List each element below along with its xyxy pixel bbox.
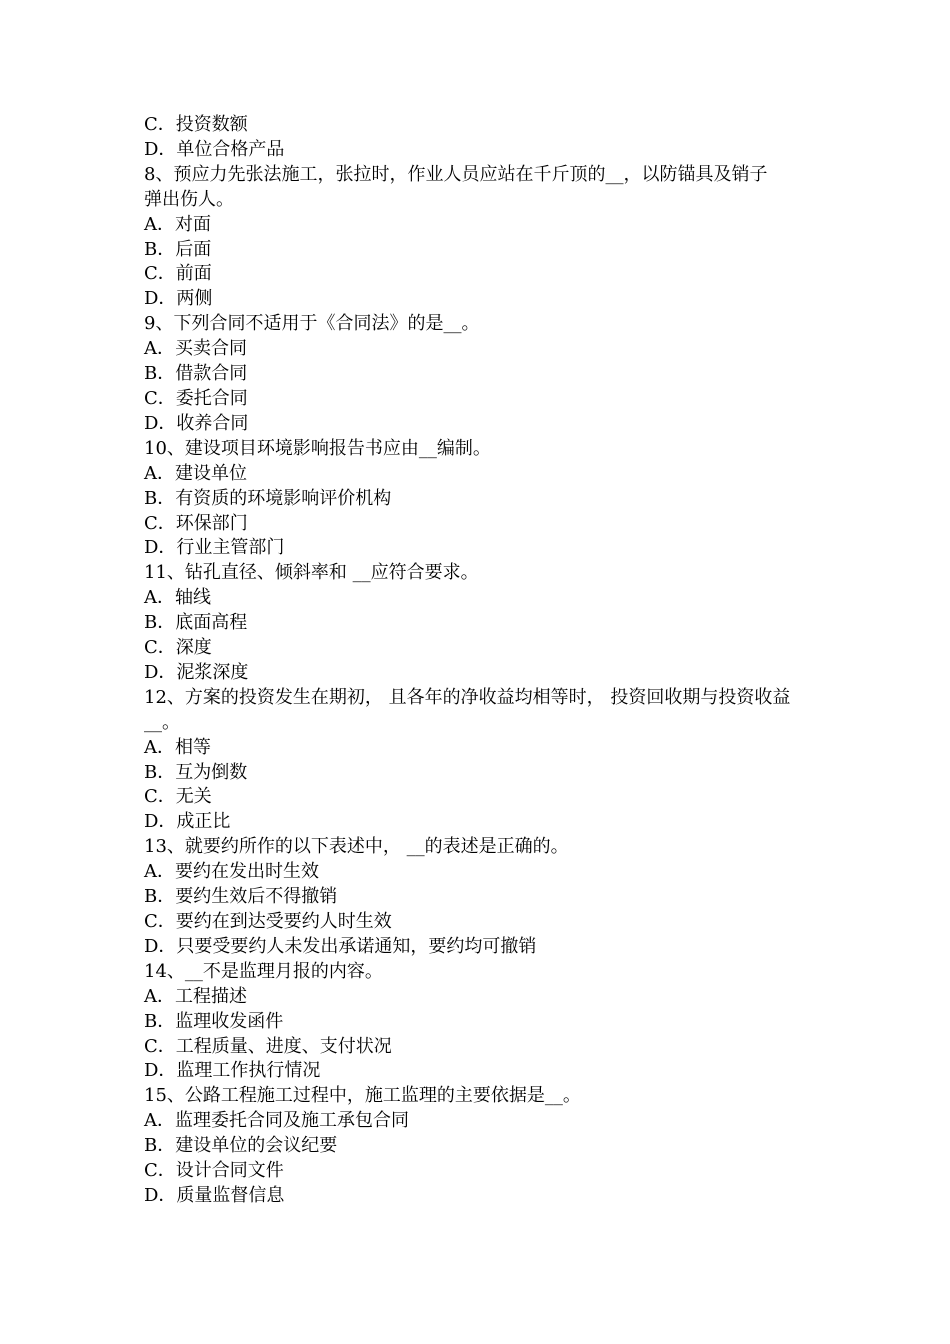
answer-option: A．相等 xyxy=(144,736,211,758)
document-body xyxy=(144,113,814,1209)
answer-option: B．后面 xyxy=(144,238,212,260)
answer-option: C．设计合同文件 xyxy=(144,1160,284,1182)
answer-option: C．委托合同 xyxy=(144,387,248,409)
answer-option: A．工程描述 xyxy=(144,985,247,1007)
answer-option: B．借款合同 xyxy=(144,363,248,385)
answer-option: C．环保部门 xyxy=(144,512,248,534)
answer-option: B．互为倒数 xyxy=(144,761,248,783)
answer-option: B．有资质的环境影响评价机构 xyxy=(144,487,392,509)
answer-option: C．深度 xyxy=(144,637,212,659)
answer-option: B．监理收发函件 xyxy=(144,1010,284,1032)
answer-option: C．无关 xyxy=(144,786,212,808)
answer-option: A．监理委托合同及施工承包合同 xyxy=(144,1110,409,1132)
question-text: 9、下列合同不适用于《合同法》的是__。 xyxy=(144,313,480,335)
question-text-continued: 弹出伤人。 xyxy=(144,188,234,210)
answer-option: D．泥浆深度 xyxy=(144,661,249,683)
answer-option: D．只要受要约人未发出承诺通知，要约均可撤销 xyxy=(144,935,537,957)
answer-option: C．要约在到达受要约人时生效 xyxy=(144,911,392,932)
answer-option: C．工程质量、进度、支付状况 xyxy=(144,1035,392,1057)
question-text: 12、方案的投资发生在期初， 且各年的净收益均相等时， 投资回收期与投资收益 xyxy=(144,686,791,708)
answer-option: A．买卖合同 xyxy=(144,338,247,360)
answer-option: D．质量监督信息 xyxy=(144,1184,285,1206)
answer-option: D．监理工作执行情况 xyxy=(144,1060,321,1082)
answer-option: A．对面 xyxy=(144,213,211,235)
answer-option: A．建设单位 xyxy=(144,462,247,484)
question-text: 11、钻孔直径、倾斜率和 __应符合要求。 xyxy=(144,562,479,584)
question-text: 10、建设项目环境影响报告书应由__编制。 xyxy=(144,437,491,459)
answer-option: B．建设单位的会议纪要 xyxy=(144,1135,338,1157)
question-text: 15、公路工程施工过程中，施工监理的主要依据是__。 xyxy=(144,1085,581,1107)
question-text-continued: __。 xyxy=(144,711,180,733)
answer-option: B．要约生效后不得撤销 xyxy=(144,886,338,908)
answer-option: A．要约在发出时生效 xyxy=(144,861,319,883)
answer-option: D．成正比 xyxy=(144,811,231,833)
answer-option: D．行业主管部门 xyxy=(144,537,285,559)
answer-option: C．前面 xyxy=(144,263,212,285)
answer-option: A．轴线 xyxy=(144,587,211,609)
answer-option: D．收养合同 xyxy=(144,412,249,434)
question-text: 8、预应力先张法施工，张拉时，作业人员应站在千斤顶的__，以防锚具及销子 xyxy=(144,163,768,185)
question-text: 13、就要约所作的以下表述中， __的表述是正确的。 xyxy=(144,836,569,858)
answer-option: B．底面高程 xyxy=(144,612,248,634)
answer-option: D．两侧 xyxy=(144,288,213,310)
answer-option: C．投资数额 xyxy=(144,114,248,135)
answer-option: D．单位合格产品 xyxy=(144,138,285,160)
question-text: 14、__不是监理月报的内容。 xyxy=(144,960,383,982)
